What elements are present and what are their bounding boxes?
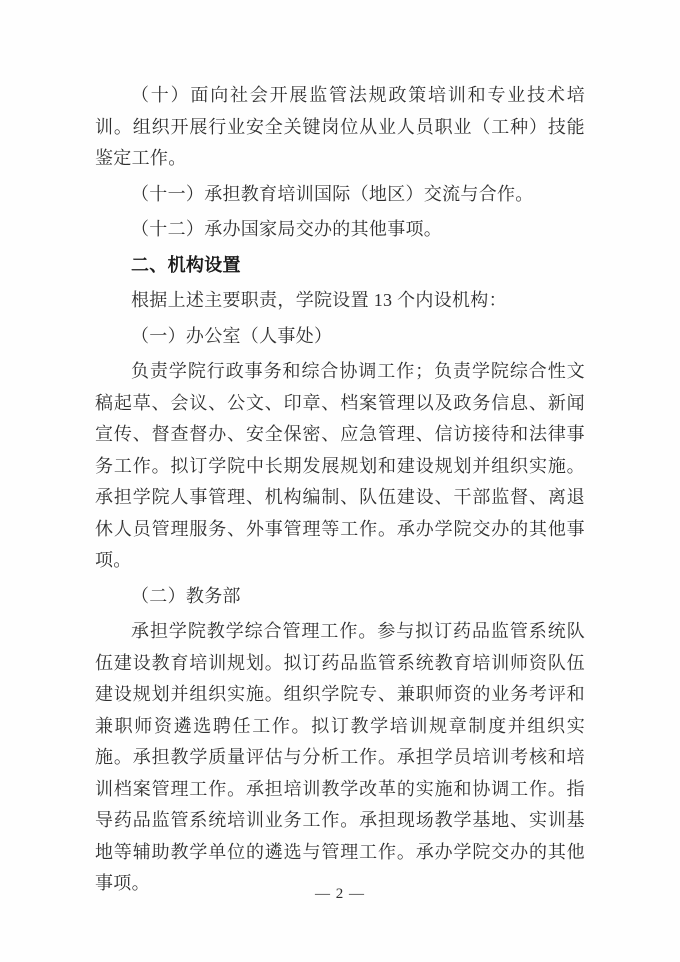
page-number: — 2 — bbox=[315, 886, 365, 902]
paragraph-body: （十二）承办国家局交办的其他事项。 bbox=[131, 219, 443, 239]
paragraph-body: 根据上述主要职责，学院设置 13 个内设机构： bbox=[131, 290, 507, 310]
paragraph-body: （十一）承担教育培训国际（地区）交流与合作。 bbox=[131, 183, 534, 204]
paragraph-body: 负责学院行政事务和综合协调工作；负责学院综合性文稿起草、会议、公文、印章、档案管理以及政务信息、新闻宣传、督查督办、安全保密、应急管理、信访接待和法律事务工作。拟订学院中长期发展规划和建设规划并组织实施。承担学院人事管理、机构编制、队伍建设、干部监督、离退休人员管理服务、外事管理等工作。承办学院交办的其他事项。 bbox=[95, 361, 585, 570]
document-body bbox=[95, 80, 585, 900]
paragraph-subheading: （一）办公室（人事处） bbox=[131, 325, 333, 346]
paragraph-body: 承担学院教学综合管理工作。参与拟订药品监管系统队伍建设教育培训规划。拟订药品监管系统教育培训师资队伍建设规划并组织实施。组织学院专、兼职师资的业务考评和兼职师资遴选聘任工作。拟订教学培训规章制度并组织实施。承担教学质量评估与分析工作。承担学员培训考核和培训档案管理工作。承担培训教学改革的实施和协调工作。指导药品监管系统培训业务工作。承担现场教学基地、实训基地等辅助教学单位的遴选与管理工作。承办学院交办的其他事项。 bbox=[95, 621, 585, 893]
paragraph-body: （十）面向社会开展监管法规政策培训和专业技术培训。组织开展行业安全关键岗位从业人员职业（工种）技能鉴定工作。 bbox=[95, 85, 585, 168]
paragraph-heading: 二、机构设置 bbox=[131, 254, 241, 275]
paragraph-subheading: （二）教务部 bbox=[131, 585, 241, 606]
